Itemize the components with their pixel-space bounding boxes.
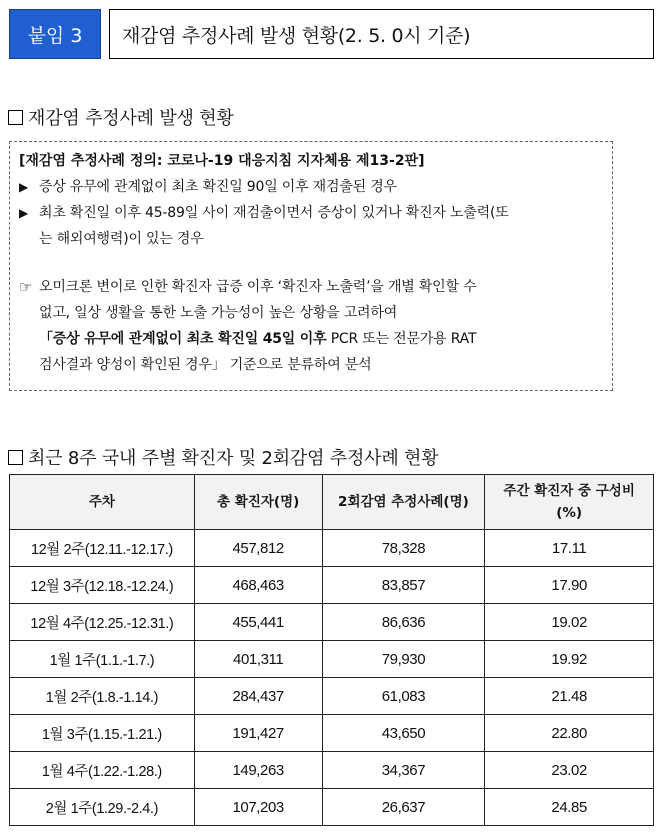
header-total-cases: 총 확진자(명) [194,475,322,530]
bullet-item [19,200,604,226]
cell-ratio: 17.11 [485,530,654,567]
cell-reinfection-cases: 86,636 [322,604,485,641]
cell-reinfection-cases: 34,367 [322,752,485,789]
cell-total-cases: 457,812 [194,530,322,567]
cell-total-cases: 401,311 [194,641,322,678]
table-row [10,641,654,678]
note-item [19,274,604,300]
bullet-text: 최초 확진일 이후 45-89일 사이 재검출이면서 증상이 있거나 확진자 노출력(또 [39,205,509,221]
square-bullet-icon [8,110,23,125]
section-title-weekly [8,444,438,470]
header [9,9,654,59]
cell-reinfection-cases: 83,857 [322,567,485,604]
cell-ratio: 17.90 [485,567,654,604]
section-title-text: 최근 8주 국내 주별 확진자 및 2회감염 추정사례 현황 [28,448,439,469]
cell-week: 1월 3주(1.15.-1.21.) [10,715,195,752]
attachment-badge: 붙임 3 [9,9,101,59]
cell-total-cases: 468,463 [194,567,322,604]
triangle-bullet-icon: ▶ [19,206,29,220]
cell-ratio: 24.85 [485,789,654,826]
section-title-text: 재감염 추정사례 발생 현황 [28,108,234,129]
cell-week: 1월 4주(1.22.-1.28.) [10,752,195,789]
cell-total-cases: 107,203 [194,789,322,826]
cell-total-cases: 284,437 [194,678,322,715]
cell-week: 2월 1주(1.29.-2.4.) [10,789,195,826]
table-row [10,752,654,789]
weekly-cases-table [9,474,654,826]
definition-box [9,141,613,391]
cell-ratio: 21.48 [485,678,654,715]
cell-week: 1월 1주(1.1.-1.7.) [10,641,195,678]
cell-reinfection-cases: 78,328 [322,530,485,567]
note-emphasis: 「증상 유무에 관계없이 최초 확진일 45일 이후 [39,331,327,347]
note-text: 오미크론 변이로 인한 확진자 급증 이후 ‘확진자 노출력’을 개별 확인할 수 [39,279,477,295]
bullet-item [19,174,604,200]
table-row [10,715,654,752]
header-week: 주차 [10,475,195,530]
bullet-text: 증상 유무에 관계없이 최초 확진일 90일 이후 재검출된 경우 [39,179,397,195]
cell-week: 12월 4주(12.25.-12.31.) [10,604,195,641]
cell-ratio: 22.80 [485,715,654,752]
note-line-rest: PCR 또는 전문가용 RAT [326,331,477,347]
cell-total-cases: 455,441 [194,604,322,641]
table-row [10,530,654,567]
pointing-hand-icon: ☞ [19,278,33,296]
cell-total-cases: 149,263 [194,752,322,789]
table-header-row [10,475,654,530]
page-title: 재감염 추정사례 발생 현황(2. 5. 0시 기준) [109,9,654,59]
table-row [10,567,654,604]
header-ratio: 주간 확진자 중 구성비 (%) [485,475,654,530]
note-line: 없고, 일상 생활을 통한 노출 가능성이 높은 상황을 고려하여 [39,305,398,321]
cell-ratio: 19.02 [485,604,654,641]
cell-week: 12월 2주(12.11.-12.17.) [10,530,195,567]
cell-reinfection-cases: 79,930 [322,641,485,678]
table-row [10,789,654,826]
note-line: 검사결과 양성이 확인된 경우」 기준으로 분류하여 분석 [39,357,372,373]
cell-ratio: 19.92 [485,641,654,678]
cell-reinfection-cases: 43,650 [322,715,485,752]
table-row [10,604,654,641]
definition-title: [재감염 추정사례 정의: 코로나-19 대응지침 지자체용 제13-2판] [19,153,425,169]
note-line [19,326,604,352]
cell-ratio: 23.02 [485,752,654,789]
section-title-reinfection [8,104,234,130]
cell-total-cases: 191,427 [194,715,322,752]
table-row [10,678,654,715]
cell-week: 12월 3주(12.18.-12.24.) [10,567,195,604]
header-reinfection-cases: 2회감염 추정사례(명) [322,475,485,530]
triangle-bullet-icon: ▶ [19,180,29,194]
cell-reinfection-cases: 26,637 [322,789,485,826]
square-bullet-icon [8,450,23,465]
cell-week: 1월 2주(1.8.-1.14.) [10,678,195,715]
bullet-continuation: 는 해외여행력)이 있는 경우 [39,231,204,247]
cell-reinfection-cases: 61,083 [322,678,485,715]
